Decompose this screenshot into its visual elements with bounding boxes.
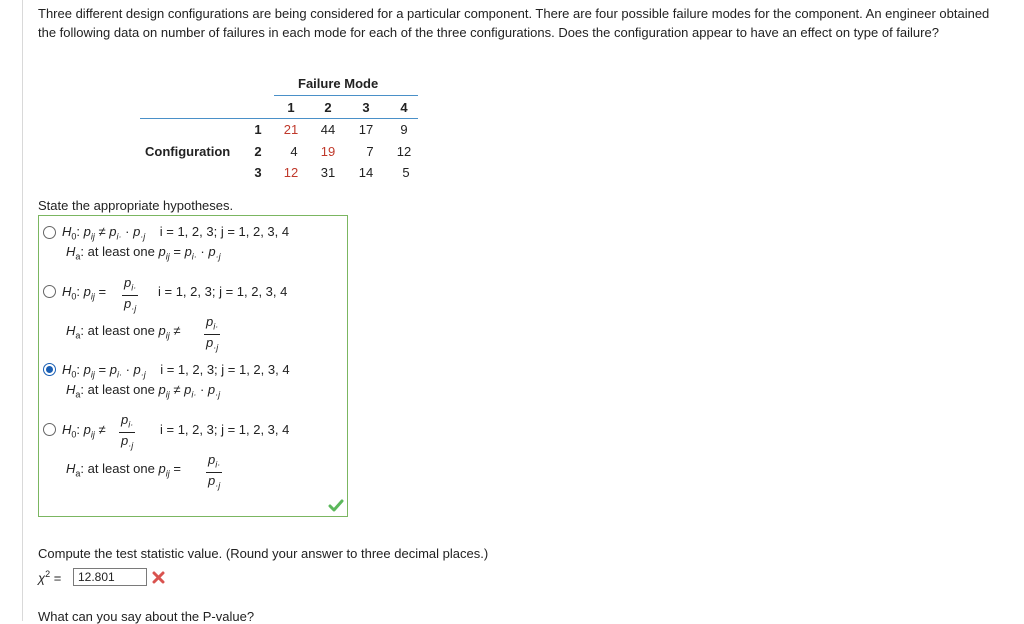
table-cell: 21: [283, 122, 299, 137]
column-header: 2: [324, 100, 332, 115]
table-cell: 9: [400, 122, 408, 137]
hypotheses-prompt: State the appropriate hypotheses.: [38, 198, 234, 213]
ha-prefix: at least one: [87, 244, 155, 259]
index-range: i = 1, 2, 3; j = 1, 2, 3, 4: [159, 224, 290, 239]
index-range: i = 1, 2, 3; j = 1, 2, 3, 4: [160, 422, 290, 437]
failure-mode-header: Failure Mode: [298, 76, 379, 91]
option-1-h0: $H_0$: $p_{ij} \ne p_{i\cdot} \cdot p_{\cdot j}$ i = 1, 2, 3; j = 1, 2, 3, 4: [62, 224, 290, 242]
radio-button[interactable]: [43, 285, 56, 298]
problem-statement: Three different design configurations are being considered for a particular component. There are four possible failure modes for the component. An engineer obtained the following data on number of failures in each mode for each of the three configurations. Does the configuration appear to have an effect on type of failure?: [38, 6, 990, 40]
compute-prompt: Compute the test statistic value. (Round your answer to three decimal places.): [38, 546, 489, 561]
test-statistic-input[interactable]: [73, 568, 147, 586]
table-cell: 19: [320, 144, 336, 159]
header-rule: [274, 95, 418, 96]
option-3-h0: $H_0$: $p_{ij} = p_{i\cdot} \cdot p_{\cdot j}$ i = 1, 2, 3; j = 1, 2, 3, 4: [62, 362, 290, 380]
option-2-h0: $H_0$: $p_{ij}$ =: [62, 284, 107, 302]
table-cell: 31: [320, 165, 336, 180]
radio-button-selected[interactable]: [43, 363, 56, 376]
index-range: i = 1, 2, 3; j = 1, 2, 3, 4: [158, 284, 288, 299]
fraction-pi-over-pj: $\frac{p_{i\cdot}}{p_{\cdot j}}$: [206, 314, 219, 353]
fraction-pi-over-pj: $\frac{p_{i\cdot}}{p_{\cdot j}}$: [121, 412, 134, 451]
pvalue-prompt: What can you say about the P-value?: [38, 609, 255, 624]
table-cell: 4: [290, 144, 298, 159]
table-cell: 44: [320, 122, 336, 137]
radio-button[interactable]: [43, 423, 56, 436]
table-cell: 12: [283, 165, 299, 180]
row-label: 2: [254, 144, 262, 159]
column-header: 4: [400, 100, 408, 115]
column-header: 3: [362, 100, 370, 115]
option-3-ha: $H_a$: at least one $p_{ij} \ne p_{i\cdot} \cdot p_{\cdot j}$: [66, 382, 221, 400]
row-label: 1: [254, 122, 262, 137]
fraction-pi-over-pj: $\frac{p_{i\cdot}}{p_{\cdot j}}$: [124, 275, 137, 314]
option-2-ha: $H_a$: at least one $p_{ij}$ ≠: [66, 323, 181, 341]
index-range: i = 1, 2, 3; j = 1, 2, 3, 4: [160, 362, 290, 377]
table-cell: 5: [402, 165, 410, 180]
table-cell: 7: [366, 144, 374, 159]
ha-relation: ≠: [173, 382, 181, 397]
radio-button[interactable]: [43, 226, 56, 239]
chi-square-label: $\chi^2$ =: [38, 569, 62, 586]
ha-relation: ≠: [173, 323, 181, 338]
option-1-ha: $H_a$: at least one $p_{ij} = p_{i\cdot} \cdot p_{\cdot j}$: [66, 244, 221, 262]
table-cell: 14: [358, 165, 374, 180]
h0-relation: ≠: [98, 422, 106, 437]
table-cell: 12: [396, 144, 412, 159]
ha-prefix: at least one: [87, 461, 155, 476]
ha-prefix: at least one: [87, 323, 155, 338]
h0-relation: ≠: [98, 224, 106, 239]
fraction-pi-over-pj: $\frac{p_{i\cdot}}{p_{\cdot j}}$: [208, 452, 221, 491]
incorrect-x-icon: [152, 571, 165, 584]
row-label: 3: [254, 165, 262, 180]
table-cell: 17: [358, 122, 374, 137]
configuration-row-header: Configuration: [145, 144, 231, 159]
correct-check-icon: [328, 499, 344, 513]
h0-relation: =: [98, 284, 107, 299]
h0-relation: =: [98, 362, 107, 377]
option-4-ha: $H_a$: at least one $p_{ij}$ =: [66, 461, 181, 479]
ha-prefix: at least one: [87, 382, 155, 397]
ha-relation: =: [173, 244, 181, 259]
left-margin-line: [22, 0, 23, 621]
option-4-h0: $H_0$: $p_{ij}$ ≠: [62, 422, 106, 440]
column-header: 1: [287, 100, 295, 115]
column-header-rule: [140, 118, 418, 119]
ha-relation: =: [173, 461, 181, 476]
